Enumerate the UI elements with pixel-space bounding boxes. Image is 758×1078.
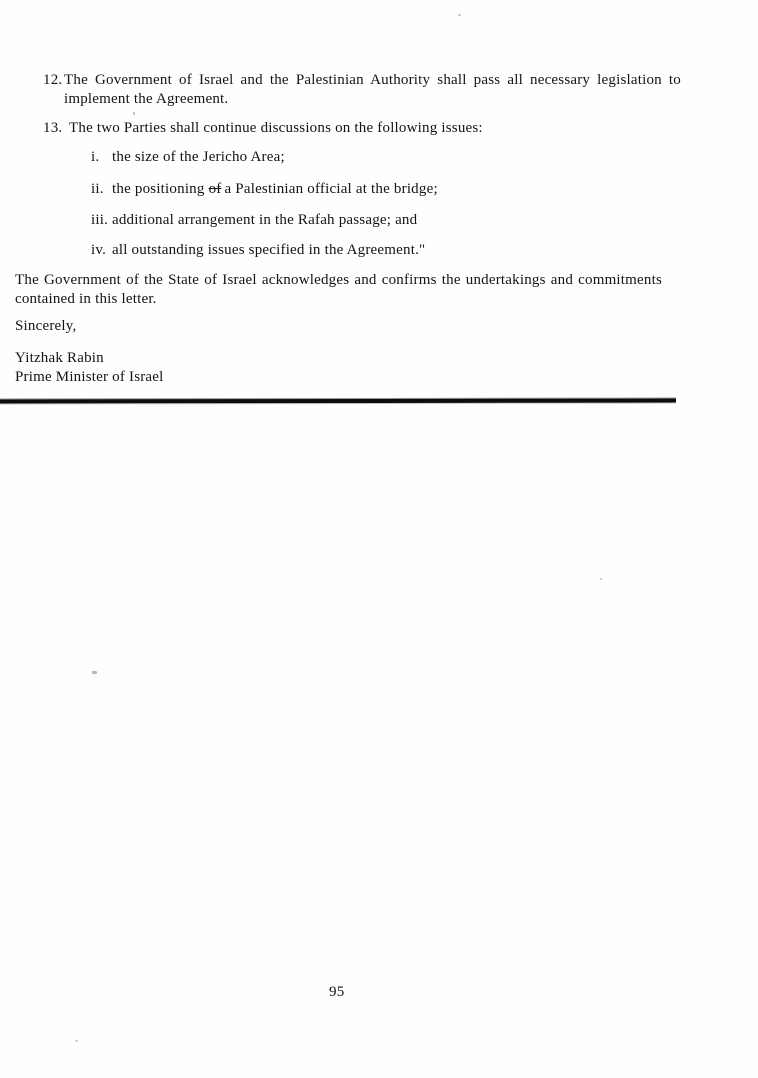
- list-item-12: [43, 71, 681, 108]
- scan-speck: [458, 14, 461, 16]
- roman-item-iii-numeral: iii.: [91, 212, 109, 228]
- roman-item-i-numeral: i.: [91, 149, 100, 165]
- roman-item-i: [91, 148, 692, 167]
- list-item-12-text: The Government of Israel and the Palestinian Authority shall pass all necessary legislation to implement the Agreement.: [64, 72, 681, 107]
- roman-item-ii-text-after: a Palestinian official at the bridge;: [224, 181, 438, 197]
- signature-block: [15, 349, 164, 386]
- signatory-title: Prime Minister of Israel: [15, 368, 164, 385]
- scan-speck: [133, 112, 135, 115]
- scan-speck: [600, 578, 602, 580]
- roman-item-ii: [91, 180, 692, 199]
- roman-item-iv-numeral: iv.: [91, 242, 107, 258]
- roman-item-iii-text: additional arrangement in the Rafah passage; and: [112, 212, 418, 228]
- acknowledgement-paragraph: The Government of the State of Israel acknowledges and confirms the undertakings and commitments contained in this letter.: [15, 272, 662, 307]
- list-item-13-number: 13.: [43, 120, 63, 136]
- roman-item-ii-text-before: the positioning: [112, 181, 205, 197]
- roman-item-ii-numeral: ii.: [91, 181, 104, 197]
- list-item-13-text: The two Parties shall continue discussions on the following issues:: [69, 120, 483, 136]
- list-item-12-number: 12.: [43, 72, 63, 88]
- horizontal-rule: [0, 399, 676, 404]
- roman-item-iv: [91, 241, 692, 260]
- roman-item-iii: [91, 211, 692, 230]
- roman-item-ii-struck-word: of: [208, 181, 222, 197]
- roman-item-i-text: the size of the Jericho Area;: [112, 149, 285, 165]
- scan-speck: [75, 1040, 78, 1042]
- valediction: Sincerely,: [15, 318, 77, 334]
- roman-item-iv-text: all outstanding issues specified in the Agreement.": [112, 242, 426, 258]
- page-number: 95: [329, 984, 345, 1000]
- list-item-13: [43, 119, 709, 138]
- signatory-name: Yitzhak Rabin: [15, 350, 104, 366]
- scan-speck: [92, 671, 97, 674]
